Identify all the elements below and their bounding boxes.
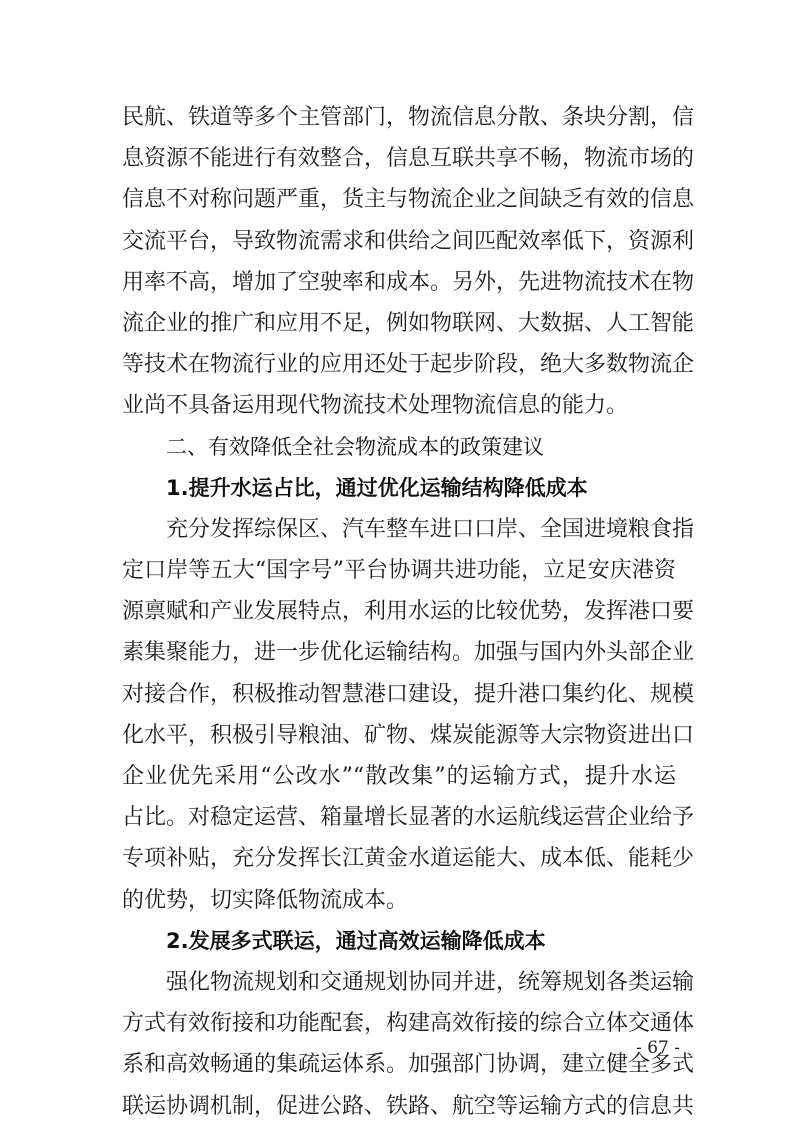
page-number: - 67 - [636, 1038, 680, 1058]
paragraph-line: 强化物流规划和交通规划协同并进，统筹规划各类运输 [166, 969, 695, 995]
paragraph-line: 系和高效畅通的集疏运体系。加强部门协调，建立健全多式 [122, 1052, 695, 1078]
paragraph-line: 民航、铁道等多个主管部门，物流信息分散、条块分割，信 [122, 105, 695, 130]
paragraph-line: 专项补贴，充分发挥长江黄金水道运能大、成本低、能耗少 [122, 846, 695, 872]
paragraph-line: 联运协调机制，促进公路、铁路、航空等运输方式的信息共 [122, 1093, 695, 1119]
paragraph-line: 化水平，积极引导粮油、矿物、煤炭能源等大宗物资进出口 [122, 722, 695, 748]
body-text [122, 97, 695, 1127]
paragraph-line: 定口岸等五大“国字号”平台协调共进功能，立足安庆港资 [122, 558, 676, 584]
paragraph-line: 方式有效衔接和功能配套，构建高效衔接的综合立体交通体 [122, 1011, 695, 1037]
paragraph-line: 交流平台，导致物流需求和供给之间匹配效率低下，资源利 [122, 228, 695, 254]
paragraph-line: 对接合作，积极推动智慧港口建设，提升港口集约化、规模 [122, 681, 695, 707]
paragraph-line: 源禀赋和产业发展特点，利用水运的比较优势，发挥港口要 [122, 599, 695, 625]
paragraph-line: 用率不高，增加了空驶率和成本。另外，先进物流技术在物 [122, 269, 695, 295]
paragraph-line: 流企业的推广和应用不足，例如物联网、大数据、人工智能 [122, 310, 695, 336]
paragraph-line: 充分发挥综保区、汽车整车进口口岸、全国进境粮食指 [166, 516, 695, 542]
paragraph-line: 素集聚能力，进一步优化运输结构。加强与国内外头部企业 [122, 640, 695, 666]
paragraph-line: 等技术在物流行业的应用还处于起步阶段，绝大多数物流企 [122, 352, 695, 378]
paragraph-line: 企业优先采用“公改水”“散改集”的运输方式，提升水运 [122, 764, 676, 789]
paragraph-line: 信息不对称问题严重，货主与物流企业之间缺乏有效的信息 [122, 187, 695, 213]
subsection-heading: 2.发展多式联运，通过高效运输降低成本 [166, 928, 546, 953]
section-heading: 二、有效降低全社会物流成本的政策建议 [166, 434, 544, 459]
paragraph-line: 占比。对稳定运营、箱量增长显著的水运航线运营企业给予 [122, 805, 695, 831]
paragraph-line: 的优势，切实降低物流成本。 [122, 887, 409, 913]
paragraph-line: 业尚不具备运用现代物流技术处理物流信息的能力。 [122, 393, 629, 419]
paragraph-line: 息资源不能进行有效整合，信息互联共享不畅，物流市场的 [122, 146, 695, 172]
subsection-heading: 1.提升水运占比，通过优化运输结构降低成本 [166, 475, 588, 500]
